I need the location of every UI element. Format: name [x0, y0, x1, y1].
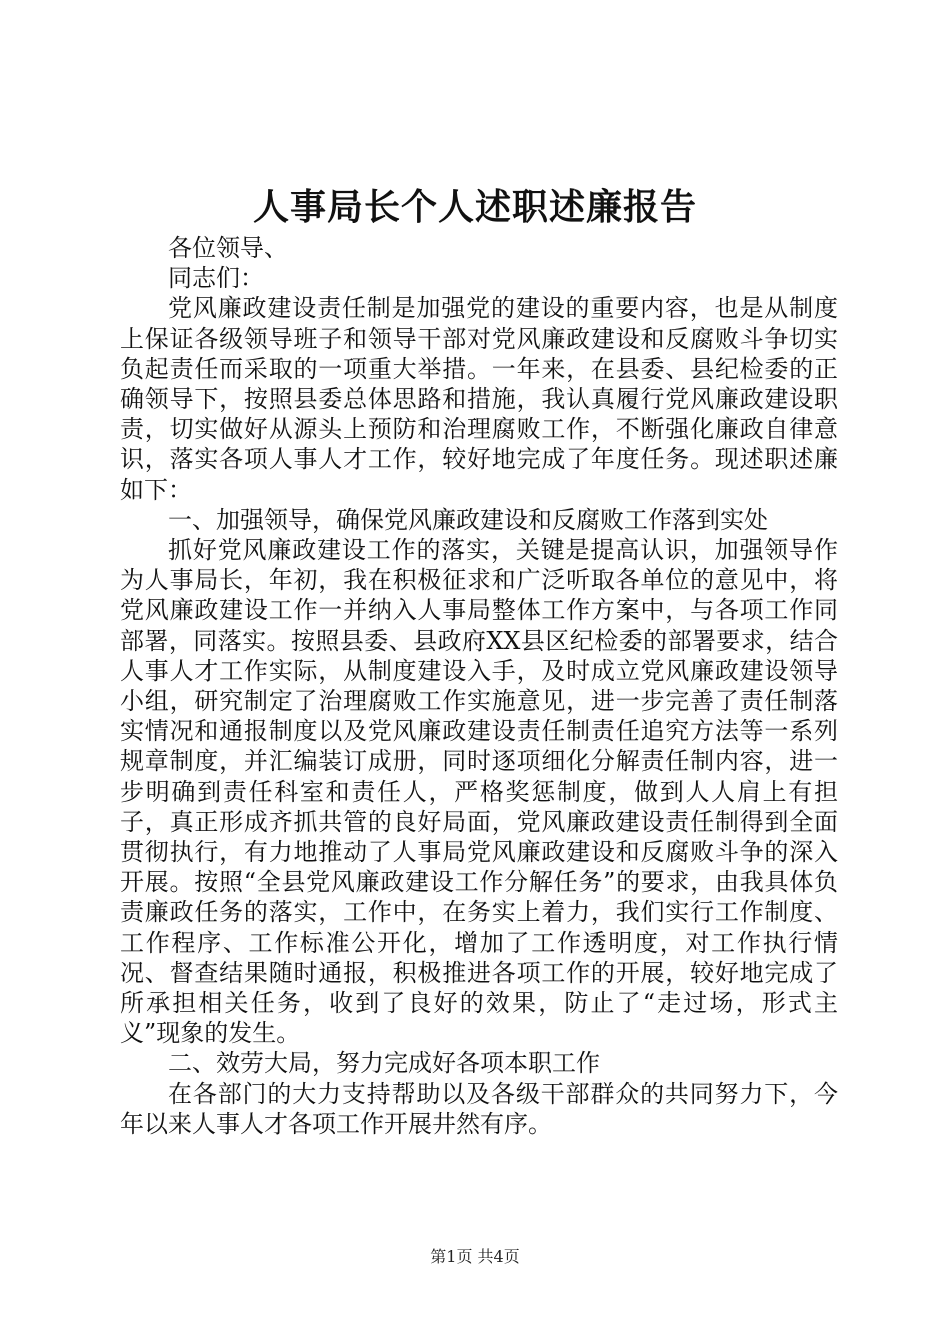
section-2-paragraph: 在各部门的大力支持帮助以及各级干部群众的共同努力下，今年以来人事人才各项工作开展井然有序。	[120, 1079, 838, 1138]
salutation-leaders: 各位领导、	[168, 234, 288, 262]
document-body	[120, 233, 838, 1139]
document-title: 人事局长个人述职述廉报告	[252, 186, 697, 228]
intro-paragraph: 党风廉政建设责任制是加强党的建设的重要内容，也是从制度上保证各级领导班子和领导干部对党风廉政建设和反腐败斗争切实负起责任而采取的一项重大举措。一年来，在县委、县纪检委的正确领导下，按照县委总体思路和措施，我认真履行党风廉政建设职责，切实做好从源头上预防和治理腐败工作，不断强化廉政自律意识，落实各项人事人才工作，较好地完成了年度任务。现述职述廉如下：	[120, 294, 838, 504]
salutation-comrades: 同志们：	[168, 264, 264, 293]
page-footer: 第1页 共4页	[430, 1247, 520, 1266]
section-1-paragraph: 抓好党风廉政建设工作的落实，关键是提高认识，加强领导作为人事局长，年初，我在积极征求和广泛听取各单位的意见中，将党风廉政建设工作一并纳入人事局整体工作方案中，与各项工作同部署，同落实。按照县委、县政府XX县区纪检委的部署要求，结合人事人才工作实际，从制度建设入手，及时成立党风廉政建设领导小组，研究制定了治理腐败工作实施意见，进一步完善了责任制落实情况和通报制度以及党风廉政建设责任制责任追究方法等一系列规章制度，并汇编装订成册，同时逐项细化分解责任制内容，进一步明确到责任科室和责任人，严格奖惩制度，做到人人肩上有担子，真正形成齐抓共管的良好局面，党风廉政建设责任制得到全面贯彻执行，有力地推动了人事局党风廉政建设和反腐败斗争的深入开展。按照“全县党风廉政建设工作分解任务”的要求，由我具体负责廉政任务的落实，工作中，在务实上着力，我们实行工作制度、工作程序、工作标准公开化，增加了工作透明度，对工作执行情况、督查结果随时通报，积极推进各项工作的开展，较好地完成了所承担相关任务，收到了良好的效果，防止了“走过场，形式主义”现象的发生。	[120, 536, 838, 1048]
section-heading-1: 一、加强领导，确保党风廉政建设和反腐败工作落到实处	[168, 505, 768, 534]
section-heading-2: 二、效劳大局，努力完成好各项本职工作	[168, 1049, 600, 1078]
